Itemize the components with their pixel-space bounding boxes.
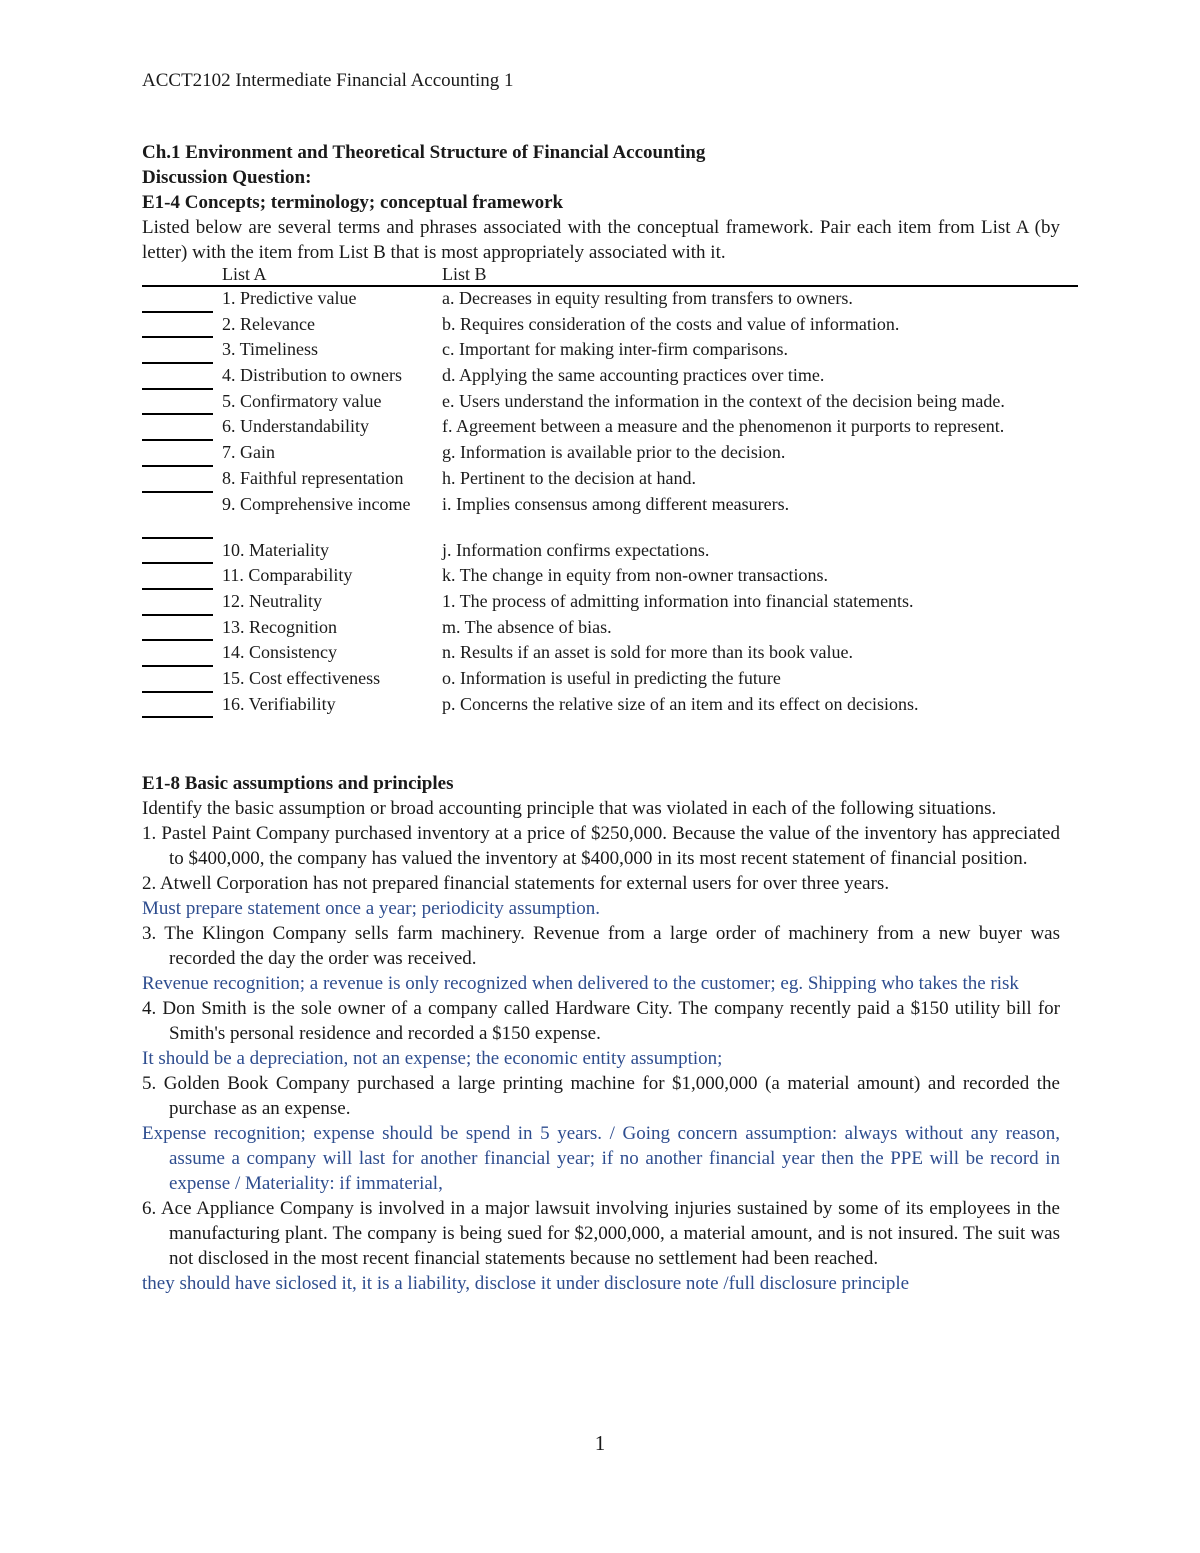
- list-a-item: 5. Confirmatory value: [222, 390, 382, 411]
- list-b-item: n. Results if an asset is sold for more than its book value.: [442, 642, 853, 663]
- list-b-item: h. Pertinent to the decision at hand.: [442, 467, 696, 488]
- matching-row: [142, 287, 1078, 313]
- list-b-item: p. Concerns the relative size of an item and its effect on decisions.: [442, 693, 919, 714]
- list-b-item: d. Applying the same accounting practices over time.: [442, 365, 825, 386]
- answer-6: they should have siclosed it, it is a liability, disclose it under disclosure note /full disclosure principle: [142, 1273, 910, 1295]
- answer-4: It should be a depreciation, not an expense; the economic entity assumption;: [142, 1048, 723, 1070]
- list-a-item: 3. Timeliness: [222, 339, 319, 360]
- matching-row: [142, 415, 1078, 441]
- page-content: [142, 140, 1060, 1296]
- matching-table-header: [142, 263, 1078, 287]
- question-4: 4. Don Smith is the sole owner of a company called Hardware City. The company recently paid a $150 utility bill for Smith's personal residence and recorded a $150 expense.: [142, 998, 1060, 1045]
- list-b-item: a. Decreases in equity resulting from transfers to owners.: [442, 288, 853, 308]
- matching-row: [142, 693, 1078, 719]
- matching-row: [142, 467, 1078, 493]
- list-b-item: b. Requires consideration of the costs and value of information.: [442, 313, 900, 334]
- matching-row: [142, 590, 1078, 616]
- question-6: 6. Ace Appliance Company is involved in a major lawsuit involving injuries sustained by some of its employees in the manufacturing plant. The company is being sued for $2,000,000, a material amount, and is not insured. The suit was not disclosed in the most recent financial statements because no settlement had been reached.: [142, 1198, 1060, 1270]
- matching-row: [142, 338, 1078, 364]
- e14-instructions: Listed below are several terms and phrases associated with the conceptual framework. Pair each item from List A (by letter) with the item from List B that is most appropriately associated with it.: [142, 217, 1060, 263]
- list-a-item: 15. Cost effectiveness: [222, 667, 381, 688]
- matching-row: [142, 441, 1078, 467]
- list-a-header: List A: [222, 264, 267, 284]
- list-b-item: i. Implies consensus among different measurers.: [442, 493, 790, 514]
- matching-rows: [142, 287, 1078, 718]
- matching-row: [142, 667, 1078, 693]
- list-a-item: 13. Recognition: [222, 616, 337, 637]
- list-a-item: 16. Verifiability: [222, 693, 336, 714]
- e14-title: E1-4 Concepts; terminology; conceptual framework: [142, 192, 564, 213]
- question-5: 5. Golden Book Company purchased a large printing machine for $1,000,000 (a material amount) and recorded the purchase as an expense.: [142, 1073, 1060, 1120]
- matching-row: [142, 539, 1078, 565]
- matching-row: [142, 616, 1078, 642]
- matching-row: [142, 364, 1078, 390]
- list-b-item: 1. The process of admitting information into financial statements.: [442, 590, 914, 611]
- e18-instructions: Identify the basic assumption or broad accounting principle that was violated in each of the following situations.: [142, 798, 997, 820]
- list-b-item: g. Information is available prior to the decision.: [442, 442, 786, 463]
- list-a-item: 14. Consistency: [222, 642, 337, 663]
- chapter-title: Ch.1 Environment and Theoretical Structure of Financial Accounting: [142, 142, 706, 163]
- answer-3: Revenue recognition; a revenue is only recognized when delivered to the customer; eg. Shipping who takes the risk: [142, 973, 1019, 995]
- list-a-item: 7. Gain: [222, 442, 275, 463]
- answer-5: Expense recognition; expense should be spend in 5 years. / Going concern assumption: always without any reason, assume a company will last for another financial year; if no another financial year then the PPE will be record in expense / Materiality: if immaterial,: [142, 1123, 1060, 1195]
- question-1: 1. Pastel Paint Company purchased inventory at a price of $250,000. Because the value of the inventory has appreciated to $400,000, the company has valued the inventory at $400,000 in its most recent statement of financial position.: [142, 823, 1060, 870]
- list-a-item: 4. Distribution to owners: [222, 365, 402, 386]
- list-b-header: List B: [442, 264, 487, 284]
- question-3: 3. The Klingon Company sells farm machinery. Revenue from a large order of machinery from a new buyer was recorded the day the order was received.: [142, 923, 1060, 970]
- list-a-item: 2. Relevance: [222, 313, 315, 334]
- list-b-item: f. Agreement between a measure and the phenomenon it purports to represent.: [442, 416, 1005, 437]
- list-b-item: c. Important for making inter-firm comparisons.: [442, 339, 789, 360]
- list-b-item: o. Information is useful in predicting the future: [442, 667, 781, 688]
- matching-row: [142, 493, 1078, 539]
- list-a-item: 9. Comprehensive income: [222, 493, 411, 514]
- page-header: ACCT2102 Intermediate Financial Accounting 1: [142, 70, 514, 91]
- matching-row: [142, 313, 1078, 339]
- list-b-item: e. Users understand the information in the context of the decision being made.: [442, 390, 1005, 411]
- list-a-item: 8. Faithful representation: [222, 467, 404, 488]
- list-b-item: j. Information confirms expectations.: [442, 539, 710, 560]
- list-b-item: k. The change in equity from non-owner transactions.: [442, 565, 829, 586]
- matching-row: [142, 564, 1078, 590]
- page-number: 1: [594, 1431, 606, 1455]
- list-a-item: 10. Materiality: [222, 539, 329, 560]
- list-a-item: 12. Neutrality: [222, 590, 322, 611]
- matching-table: [142, 263, 1078, 718]
- list-a-item: 11. Comparability: [222, 565, 353, 586]
- discussion-label: Discussion Question:: [142, 167, 312, 188]
- answer-blank[interactable]: [142, 715, 213, 718]
- answer-2: Must prepare statement once a year; periodicity assumption.: [142, 898, 600, 920]
- list-b-item: m. The absence of bias.: [442, 616, 612, 637]
- matching-row: [142, 390, 1078, 416]
- list-a-item: 6. Understandability: [222, 416, 369, 437]
- e18-title: E1-8 Basic assumptions and principles: [142, 773, 454, 795]
- matching-row: [142, 641, 1078, 667]
- list-a-item: 1. Predictive value: [222, 288, 357, 308]
- question-2: 2. Atwell Corporation has not prepared financial statements for external users for over three years.: [142, 873, 890, 895]
